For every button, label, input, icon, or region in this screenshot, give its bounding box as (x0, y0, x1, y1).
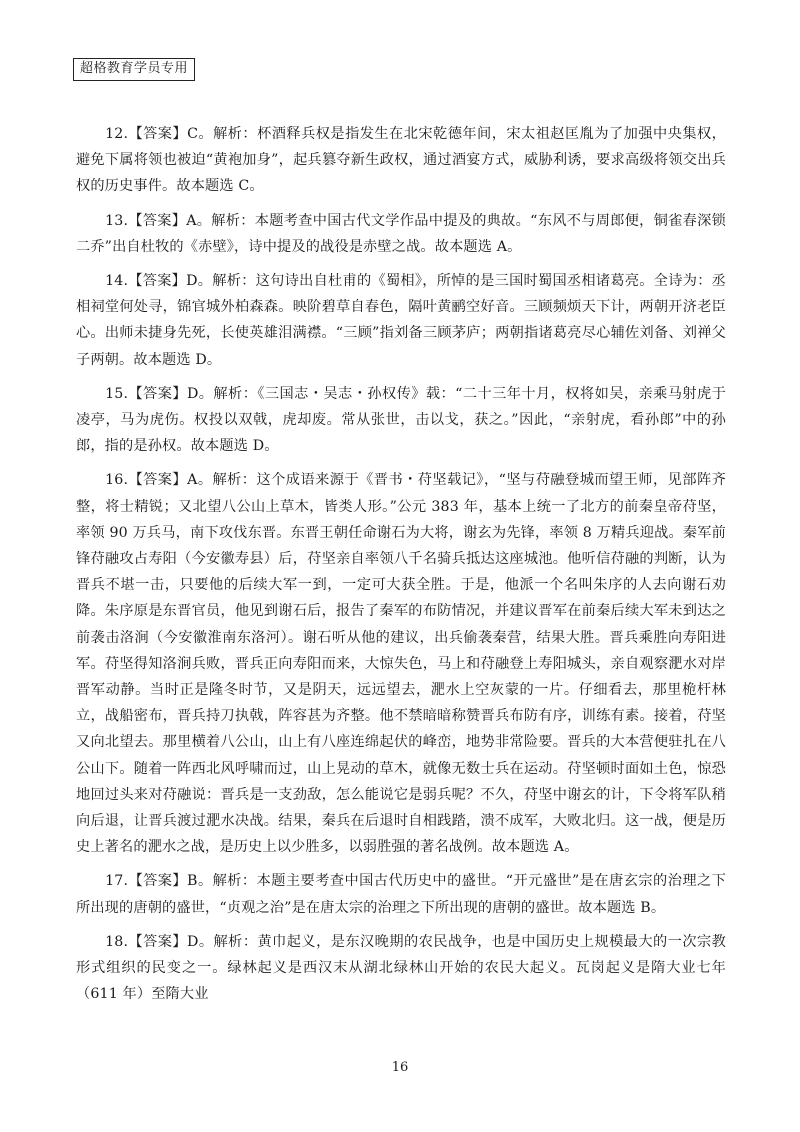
answer-explanations (76, 121, 726, 1016)
answer-q12: 12.【答案】C。解析：杯酒释兵权是指发生在北宋乾德年间，宋太祖赵匡胤为了加强中央集权，避免下属将领也被迫“黄袍加身”，起兵篡夺新生政权，通过酒宴方式，威胁利诱，要求高级将领交出兵权的历史事件。故本题选 C。 (76, 126, 726, 195)
answer-q13: 13.【答案】A。解析：本题考查中国古代文学作品中提及的典故。“东风不与周郎便，铜雀春深锁二乔”出自杜牧的《赤壁》，诗中提及的战役是赤壁之战。故本题选 A。 (76, 212, 726, 255)
answer-q17: 17.【答案】B。解析：本题主要考查中国古代历史中的盛世。“开元盛世”是在唐玄宗的治理之下所出现的唐朝的盛世，“贞观之治”是在唐太宗的治理之下所出现的唐朝的盛世。故本题选 B。 (76, 873, 726, 916)
answer-q18: 18.【答案】D。解析：黄巾起义，是东汉晚期的农民战争，也是中国历史上规模最大的一次宗教形式组织的民变之一。绿林起义是西汉末从湖北绿林山开始的农民大起义。瓦岗起义是隋大业七年（611 年）至隋大业 (76, 933, 726, 1003)
answer-q14: 14.【答案】D。解析：这句诗出自杜甫的《蜀相》，所悼的是三国时蜀国丞相诸葛亮。全诗为：丞相祠堂何处寻，锦官城外柏森森。映阶碧草自春色，隔叶黄鹂空好音。三顾频烦天下计，两朝开济老臣心。出师未捷身先死，长使英雄泪满襟。“三顾”指刘备三顾茅庐；两朝指诸葛亮尽心辅佐刘备、刘禅父子两朝。故本题选 D。 (76, 273, 726, 368)
page-number: 16 (391, 1060, 409, 1075)
header-label: 超格教育学员专用 (73, 58, 195, 81)
answer-q16: 16.【答案】A。解析：这个成语来源于《晋书・苻坚载记》，“坚与苻融登城而望王师，见部阵齐整，将士精锐；又北望八公山上草木，皆类人形。”公元 383 年，基本上统一了北方的前秦皇帝苻坚，率领 90 万兵马，南下攻伐东晋。东晋王朝任命谢石为大将，谢玄为先锋，率领 8 万精兵迎战。秦军前锋苻融攻占寿阳（今安徽寿县）后，苻坚亲自率领八千名骑兵抵达这座城池。他听信苻融的判断，认为晋兵不堪一击，只要他的后续大军一到，一定可大获全胜。于是，他派一个名叫朱序的人去向谢石劝降。朱序原是东晋官员，他见到谢石后，报告了秦军的布防情况，并建议晋军在前秦后续大军未到达之前袭击洛涧（今安徽淮南东洛河）。谢石听从他的建议，出兵偷袭秦营，结果大胜。晋兵乘胜向寿阳进军。苻坚得知洛涧兵败，晋兵正向寿阳而来，大惊失色，马上和苻融登上寿阳城头，亲自观察淝水对岸晋军动静。当时正是隆冬时节，又是阴天，远远望去，淝水上空灰蒙的一片。仔细看去，那里桅杆林立，战船密布，晋兵持刀执戟，阵容甚为齐整。他不禁暗暗称赞晋兵布防有序，训练有素。接着，苻坚又向北望去。那里横着八公山，山上有八座连绵起伏的峰峦，地势非常险要。晋兵的大本营便驻扎在八公山下。随着一阵西北风呼啸而过，山上晃动的草木，就像无数士兵在运动。苻坚顿时面如土色，惊恐地回过头来对苻融说：晋兵是一支劲敌，怎么能说它是弱兵呢？不久，苻坚中谢玄的计，下令将军队稍向后退，让晋兵渡过淝水决战。结果，秦兵在后退时自相践踏，溃不成军，大败北归。这一战，便是历史上著名的淝水之战，是历史上以少胜多，以弱胜强的著名战例。故本题选 A。 (76, 472, 726, 856)
answer-q15: 15.【答案】D。解析：《三国志・吴志・孙权传》载：“二十三年十月，权将如吴，亲乘马射虎于凌亭，马为虎伤。权投以双戟，虎却废。常从张世，击以戈，获之。”因此，“亲射虎，看孙郎”中的孙郎，指的是孙权。故本题选 D。 (76, 385, 726, 455)
